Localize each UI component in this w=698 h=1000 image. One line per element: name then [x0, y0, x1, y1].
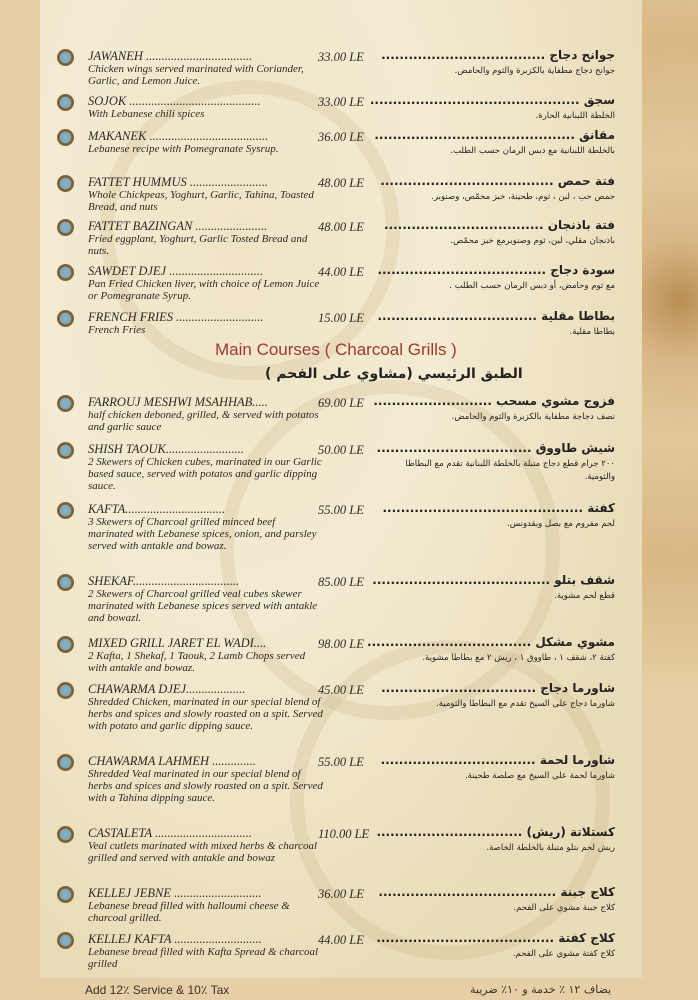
emblem-icon — [57, 886, 74, 903]
item-english — [88, 503, 323, 552]
item-arabic — [375, 752, 615, 783]
item-description: Lebanese bread filled with halloumi cheese & charcoal grilled. — [88, 900, 290, 924]
item-price: 85.00 LE — [318, 575, 364, 589]
item-name-ar: كلاج كفتة ....................................... — [376, 931, 615, 945]
item-name-ar: مشوي مشكل .................................... — [367, 635, 615, 649]
item-name: CHAWARMA DJEJ................... — [88, 682, 246, 696]
item-description: Pan Fried Chicken liver, with choice of Lemon Juice or Pomegranate Syrup. — [88, 278, 320, 302]
item-name: MIXED GRILL JARET EL WADI.... — [88, 636, 267, 650]
item-name-ar: شاورما لحمة .................................. — [380, 753, 615, 767]
item-description: Fried eggplant, Yoghurt, Garlic Tosted Bread and nuts. — [88, 233, 308, 257]
item-description-ar: قطع لحم مشوية. — [554, 591, 615, 601]
item-name: KELLEJ JEBNE ............................ — [88, 886, 262, 900]
item-name: FATTET BAZINGAN ....................... — [88, 219, 268, 233]
item-english — [88, 887, 323, 924]
item-description-ar: الخلطة اللبنانية الحارة. — [535, 111, 615, 121]
footer-note-ar: يضاف ١٢ ٪ خدمة و ١٠٪ ضريبة — [470, 983, 612, 996]
menu-page — [40, 0, 642, 978]
item-price: 36.00 LE — [318, 887, 364, 901]
item-description-ar: ٢٠٠ جرام قطع دجاج متبلة بالخلطة اللبنانية تقدم مع البطاطا والثومية. — [405, 459, 615, 482]
item-name-ar: شيش طاووق .................................. — [376, 441, 615, 455]
item-name-ar: شقف بتلو ....................................... — [372, 573, 615, 587]
emblem-icon — [57, 826, 74, 843]
item-name-ar: جوانح دجاج .................................... — [381, 48, 615, 62]
item-english — [88, 396, 323, 433]
item-description-ar: كلاج جبنة مشوي على الفحم. — [513, 903, 615, 913]
item-name-ar: سودة دجاج ..................................... — [377, 263, 615, 277]
item-arabic — [375, 173, 615, 204]
item-name: FARROUJ MESHWI MSAHHAB..... — [88, 395, 268, 409]
item-english — [88, 220, 323, 257]
item-name: SHISH TAOUK......................... — [88, 442, 245, 456]
item-arabic — [375, 884, 615, 915]
item-description-ar: لحم مفروم مع بصل وبقدونس. — [507, 519, 615, 529]
item-english — [88, 575, 323, 624]
emblem-icon — [57, 502, 74, 519]
item-english — [88, 933, 323, 970]
item-name-ar: كلاج جبنة ....................................... — [378, 885, 615, 899]
item-arabic — [375, 47, 615, 78]
emblem-icon — [57, 932, 74, 949]
item-name-ar: شاورما دجاج .................................. — [381, 681, 615, 695]
item-price: 44.00 LE — [318, 265, 364, 279]
item-name-ar: بطاطا مقلية ................................... — [377, 309, 615, 323]
item-description: Chicken wings served marinated with Coriander, Garlic, and Lemon Juice. — [88, 63, 304, 87]
item-name: CASTALETA ............................... — [88, 826, 252, 840]
item-name: SHEKAF.................................. — [88, 574, 240, 588]
item-description-ar: حمص حب ، لبن ، ثوم، طحينة، خبز محمّص، وصنوبر. — [431, 192, 615, 202]
item-name: SOJOK .......................................... — [88, 94, 261, 108]
item-description-ar: بطاطا مقلية. — [569, 327, 615, 337]
emblem-icon — [57, 574, 74, 591]
item-english — [88, 637, 323, 674]
item-name-ar: فتة حمص ...................................... — [380, 174, 615, 188]
emblem-icon — [57, 175, 74, 192]
item-price: 36.00 LE — [318, 130, 364, 144]
item-price: 110.00 LE — [318, 827, 370, 841]
item-description-ar: بالخلطة اللبنانية مع دبس الرمان حسب الطلب. — [450, 146, 615, 156]
item-name-ar: فتة باذنجان ................................... — [383, 218, 615, 232]
item-arabic — [375, 127, 615, 158]
item-english — [88, 683, 323, 732]
item-name: KAFTA................................ — [88, 502, 226, 516]
item-description: Shredded Chicken, marinated in our special blend of herbs and spices and slowly roasted on a spit. Served with potato and garlic dipping sauce. — [88, 696, 323, 732]
item-description: With Lebanese chili spices — [88, 108, 205, 120]
item-price: 48.00 LE — [318, 220, 364, 234]
item-name: FATTET HUMMUS ......................... — [88, 175, 268, 189]
emblem-icon — [57, 219, 74, 236]
item-english — [88, 50, 323, 87]
item-english — [88, 311, 323, 336]
item-description: Lebanese bread filled with Kafta Spread & charcoal grilled — [88, 946, 319, 970]
item-description: Shredded Veal marinated in our special blend of herbs and spices and slowly roasted on a spit. Served with a Tahina dipping sauce. — [88, 768, 323, 804]
item-description: 3 Skewers of Charcoal grilled minced beef marinated with Lebanese spices, onion, and parsley served with antakle and bowaz. — [88, 516, 317, 552]
item-price: 48.00 LE — [318, 176, 364, 190]
emblem-icon — [57, 682, 74, 699]
emblem-icon — [57, 49, 74, 66]
item-arabic — [372, 572, 615, 603]
item-description-ar: جوانح دجاج مطفاية بالكزبرة والثوم والحامض. — [454, 66, 615, 76]
item-arabic — [375, 680, 615, 711]
item-arabic — [375, 393, 615, 424]
item-english — [88, 755, 323, 804]
item-arabic — [367, 634, 615, 665]
emblem-icon — [57, 310, 74, 327]
item-english — [88, 130, 323, 155]
item-description: 2 Skewers of Charcoal grilled veal cubes skewer marinated with Lebanese spices served with antakle and bowazl. — [88, 588, 318, 624]
item-description: Lebanese recipe with Pomegranate Sysrup. — [88, 143, 279, 155]
item-name: KELLEJ KAFTA ............................ — [88, 932, 262, 946]
item-description-ar: كفتة ٢، شقف ١ ، طاووق ١ ، ريش ٢ مع بطاطا مشوية. — [422, 653, 615, 663]
emblem-icon — [57, 94, 74, 111]
item-arabic — [369, 92, 615, 123]
item-name: CHAWARMA LAHMEH .............. — [88, 754, 256, 768]
emblem-icon — [57, 129, 74, 146]
item-description-ar: كلاج كفتة مشوي على الفحم. — [512, 949, 615, 959]
item-price: 45.00 LE — [318, 683, 364, 697]
item-description: 2 Kafta, 1 Shekaf, 1 Taouk, 2 Lamb Chops served with antakle and bowaz. — [88, 650, 306, 674]
item-price: 33.00 LE — [318, 95, 364, 109]
item-price: 44.00 LE — [318, 933, 364, 947]
item-english — [88, 95, 323, 120]
item-arabic — [375, 217, 615, 248]
item-price: 55.00 LE — [318, 755, 364, 769]
emblem-icon — [57, 264, 74, 281]
item-description: French Fries — [88, 324, 146, 336]
item-arabic — [375, 930, 615, 961]
item-arabic — [375, 262, 615, 293]
item-arabic — [375, 500, 615, 531]
emblem-icon — [57, 754, 74, 771]
item-english — [88, 827, 323, 864]
item-price: 15.00 LE — [318, 311, 364, 325]
section-title-en: Main Courses ( Charcoal Grills ) — [215, 340, 457, 359]
item-description-ar: ريش لحم بتلو متبلة بالخلطة الخاصة. — [486, 843, 615, 853]
item-name-ar: سجق .............................................. — [369, 93, 615, 107]
item-english — [88, 176, 323, 213]
item-name: MAKANEK ...................................... — [88, 129, 269, 143]
item-arabic — [375, 824, 615, 855]
item-description: 2 Skewers of Chicken cubes, marinated in our Garlic based sauce, served with potatos and garlic dipping sauce. — [88, 456, 322, 492]
item-name-ar: فزوج مشوي مسحب .......................... — [373, 394, 615, 408]
item-price: 55.00 LE — [318, 503, 364, 517]
item-name: JAWANEH .................................. — [88, 49, 253, 63]
item-description-ar: شاورما لحمة على السيخ مع صلصة طحينة. — [464, 771, 615, 781]
footer-note-en: Add 12٪ Service & 10٪ Tax — [85, 983, 230, 997]
emblem-icon — [57, 636, 74, 653]
item-arabic — [375, 308, 615, 339]
item-description: half chicken deboned, grilled, & served with potatos and garlic sauce — [88, 409, 319, 433]
item-price: 98.00 LE — [318, 637, 364, 651]
item-price: 69.00 LE — [318, 396, 364, 410]
item-arabic — [375, 440, 615, 484]
item-description-ar: شاورما دجاج على السيخ تقدم مع البطاطا والثومية. — [436, 699, 615, 709]
item-description-ar: باذنجان مقلي، لبن، ثوم وصنوبرمع خبز محمّص. — [450, 236, 615, 246]
item-name-ar: مقانق ............................................ — [374, 128, 615, 142]
item-description: Veal cutlets marinated with mixed herbs & charcoal grilled and served with antakle and bowaz — [88, 840, 318, 864]
item-price: 33.00 LE — [318, 50, 364, 64]
item-description: Whole Chickpeas, Yoghurt, Garlic, Tahina, Toasted Bread, and nuts — [88, 189, 314, 213]
item-description-ar: مع ثوم وحامض، أو دبس الرمان حسب الطلب . — [449, 281, 615, 291]
emblem-icon — [57, 442, 74, 459]
item-english — [88, 265, 323, 302]
section-title-ar: الطبق الرئيسي (مشاوي على الفحم ) — [265, 366, 523, 382]
item-name: SAWDET DJEJ .............................. — [88, 264, 263, 278]
item-name: FRENCH FRIES ............................ — [88, 310, 264, 324]
item-english — [88, 443, 323, 492]
item-name-ar: كستلاتة (ريش) ................................ — [376, 825, 615, 839]
emblem-icon — [57, 395, 74, 412]
item-description-ar: نصف دجاجة مطفاية بالكزبرة والثوم والحامض. — [451, 412, 615, 422]
item-price: 50.00 LE — [318, 443, 364, 457]
item-name-ar: كفتة ............................................ — [382, 501, 615, 515]
